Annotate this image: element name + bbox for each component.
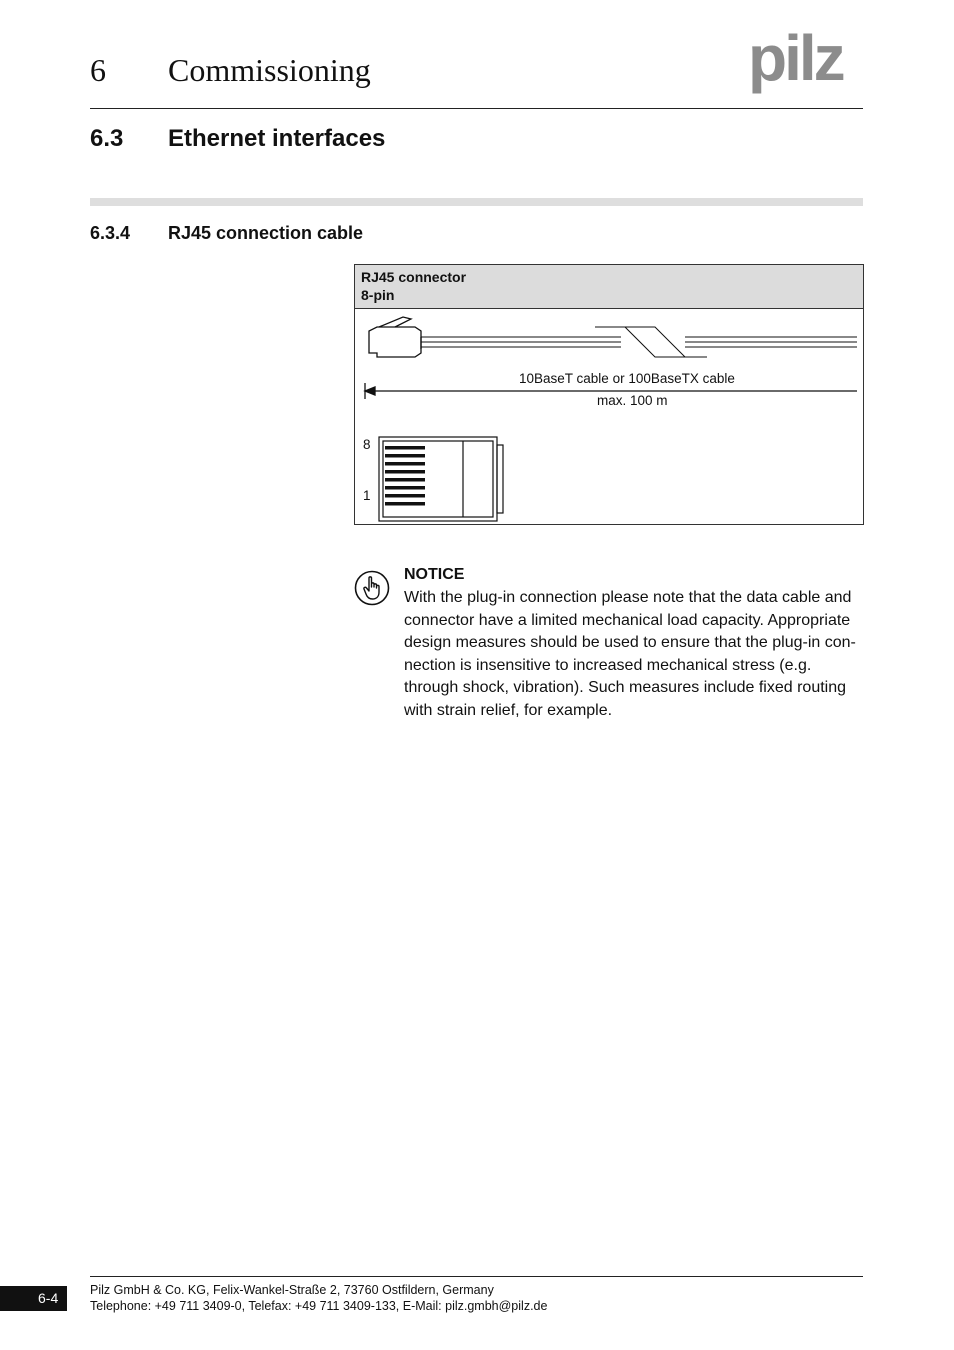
rj45-contact-pins bbox=[385, 446, 425, 506]
notice-line: connector have a limited mechanical load capacity. Appropriate bbox=[404, 611, 851, 629]
notice-line: design measures should be used to ensure that the plug-in con- bbox=[404, 634, 856, 651]
figure-heading-pins: 8-pin bbox=[361, 287, 395, 303]
notice-line: nection is insensitive to increased mechanical stress (e.g. bbox=[404, 656, 812, 674]
section-number: 6.3 bbox=[90, 125, 124, 152]
pin-8-label: 8 bbox=[363, 437, 371, 452]
section-divider-bar bbox=[90, 198, 863, 206]
cable-type-label: 10BaseT cable or 100BaseTX cable bbox=[519, 371, 735, 386]
figure-header bbox=[355, 265, 863, 309]
cable-lines bbox=[421, 327, 857, 357]
footer-rule bbox=[90, 1276, 863, 1277]
notice-line: With the plug-in connection please note that the data cable and bbox=[404, 589, 852, 606]
header-rule bbox=[90, 108, 863, 109]
section-title: Ethernet interfaces bbox=[168, 125, 386, 152]
logo-text: pilz bbox=[748, 28, 843, 94]
page-number: 6-4 bbox=[38, 1290, 59, 1306]
chapter-number: 6 bbox=[90, 52, 106, 88]
subsection-title: RJ45 connection cable bbox=[168, 223, 364, 243]
notice-heading: NOTICE bbox=[404, 566, 465, 583]
notice-line: through shock, vibration). Such measures include fixed routing bbox=[404, 679, 847, 696]
rj45-drawing bbox=[355, 309, 863, 524]
rj45-figure bbox=[354, 264, 864, 525]
chapter-title: Commissioning bbox=[168, 52, 371, 88]
cable-length-label: max. 100 m bbox=[597, 393, 668, 408]
pilz-logo bbox=[748, 28, 866, 96]
footer-address: Pilz GmbH & Co. KG, Felix-Wankel-Straße 2, 73760 Ostfildern, Germany bbox=[90, 1283, 494, 1297]
page-number-badge bbox=[0, 1286, 67, 1311]
pin-1-label: 1 bbox=[363, 488, 371, 503]
pointing-hand-icon bbox=[354, 570, 390, 606]
notice-body bbox=[404, 587, 866, 722]
subsection-number: 6.3.4 bbox=[90, 223, 131, 243]
figure-heading-connector: RJ45 connector bbox=[361, 269, 467, 285]
footer-contact: Telephone: +49 711 3409-0, Telefax: +49 711 3409-133, E-Mail: pilz.gmbh@pilz.de bbox=[90, 1299, 548, 1313]
rj45-plug-side-icon bbox=[369, 317, 421, 357]
notice-line: with strain relief, for example. bbox=[404, 701, 613, 719]
